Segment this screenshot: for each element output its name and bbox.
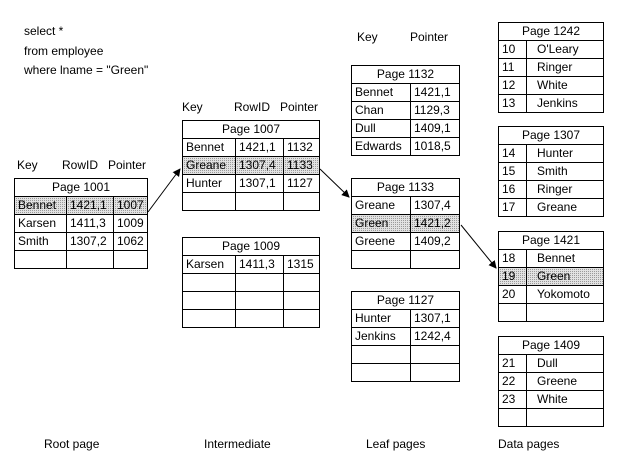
row-number: 20 <box>499 286 527 304</box>
pointer-cell: 1315 <box>284 256 320 274</box>
pointer-cell: 1242,4 <box>411 328 460 346</box>
name-cell: White <box>527 77 604 95</box>
leaf-key-header: Key <box>357 30 378 44</box>
pointer-cell: 1129,3 <box>411 102 460 120</box>
arrow-1133-to-1421 <box>461 225 496 268</box>
key-cell: Hunter <box>352 310 411 328</box>
name-cell: O'Leary <box>527 41 604 59</box>
key-cell: Smith <box>15 233 67 251</box>
arrow-root-to-1007 <box>148 169 180 212</box>
key-cell: Greene <box>352 233 411 251</box>
page-title: Page 1007 <box>183 121 320 139</box>
name-cell: Hunter <box>527 145 604 163</box>
pointer-cell: 1132 <box>284 139 320 157</box>
name-cell: Ringer <box>527 59 604 77</box>
row-number: 17 <box>499 199 527 217</box>
page-title: Page 1127 <box>352 292 460 310</box>
pointer-cell: 1007 <box>114 197 148 215</box>
page-title: Page 1132 <box>352 66 460 84</box>
caption-leaf: Leaf pages <box>366 437 426 451</box>
pointer-cell: 1421,1 <box>411 84 460 102</box>
page-title: Page 1307 <box>499 127 604 145</box>
pointer-cell: 1421,2 <box>411 215 460 233</box>
name-cell: Green <box>527 268 604 286</box>
pointer-cell: 1127 <box>284 175 320 193</box>
key-cell: Dull <box>352 120 411 138</box>
key-cell: Greane <box>183 157 236 175</box>
row-number: 16 <box>499 181 527 199</box>
key-cell: Edwards <box>352 138 411 156</box>
rowid-cell: 1307,4 <box>236 157 284 175</box>
row-number: 19 <box>499 268 527 286</box>
pointer-cell: 1409,1 <box>411 120 460 138</box>
pointer-cell: 1009 <box>114 215 148 233</box>
caption-intermediate: Intermediate <box>204 437 271 451</box>
caption-data: Data pages <box>498 437 560 451</box>
root-rowid-header: RowID <box>62 158 99 172</box>
name-cell: Greane <box>527 199 604 217</box>
key-cell: Bennet <box>183 139 236 157</box>
name-cell: Ringer <box>527 181 604 199</box>
row-number: 18 <box>499 250 527 268</box>
pointer-cell: 1062 <box>114 233 148 251</box>
row-number: 10 <box>499 41 527 59</box>
page-title: Page 1133 <box>352 179 460 197</box>
rowid-cell: 1421,1 <box>236 139 284 157</box>
sql-line: select * <box>24 24 64 38</box>
key-cell: Greane <box>352 197 411 215</box>
root-pointer-header: Pointer <box>108 158 147 172</box>
name-cell: Yokomoto <box>527 286 604 304</box>
key-cell: Jenkins <box>352 328 411 346</box>
key-cell: Chan <box>352 102 411 120</box>
row-number: 22 <box>499 373 527 391</box>
page-title: Page 1009 <box>183 238 320 256</box>
page-title: Page 1421 <box>499 232 604 250</box>
row-number: 12 <box>499 77 527 95</box>
root-key-header: Key <box>17 158 38 172</box>
row-number: 11 <box>499 59 527 77</box>
page-title: Page 1409 <box>499 337 604 355</box>
sql-line: from employee <box>24 43 104 58</box>
name-cell: Bennet <box>527 250 604 268</box>
row-number: 13 <box>499 95 527 113</box>
pointer-cell: 1409,2 <box>411 233 460 251</box>
rowid-cell: 1307,2 <box>67 233 114 251</box>
rowid-cell: 1411,3 <box>236 256 284 274</box>
page-title: Page 1001 <box>15 179 148 197</box>
name-cell: Jenkins <box>527 95 604 113</box>
name-cell: Smith <box>527 163 604 181</box>
pointer-cell: 1307,1 <box>411 310 460 328</box>
row-number: 14 <box>499 145 527 163</box>
arrow-1007-to-1133 <box>320 169 349 197</box>
row-number: 23 <box>499 391 527 409</box>
name-cell: Dull <box>527 355 604 373</box>
intermediate-rowid-header: RowID <box>234 100 271 114</box>
key-cell: Bennet <box>15 197 67 215</box>
intermediate-pointer-header: Pointer <box>280 100 319 114</box>
caption-root: Root page <box>44 437 100 451</box>
key-cell: Karsen <box>15 215 67 233</box>
leaf-pointer-header: Pointer <box>410 30 449 44</box>
key-cell: Karsen <box>183 256 236 274</box>
pointer-cell: 1133 <box>284 157 320 175</box>
rowid-cell: 1411,3 <box>67 215 114 233</box>
pointer-cell: 1018,5 <box>411 138 460 156</box>
row-number: 15 <box>499 163 527 181</box>
key-cell: Hunter <box>183 175 236 193</box>
page-title: Page 1242 <box>499 23 604 41</box>
pointer-cell: 1307,4 <box>411 197 460 215</box>
rowid-cell: 1421,1 <box>67 197 114 215</box>
intermediate-key-header: Key <box>182 100 203 114</box>
key-cell: Bennet <box>352 84 411 102</box>
sql-line: where lname = "Green" <box>24 63 149 77</box>
key-cell: Green <box>352 215 411 233</box>
row-number: 21 <box>499 355 527 373</box>
rowid-cell: 1307,1 <box>236 175 284 193</box>
name-cell: Greene <box>527 373 604 391</box>
name-cell: White <box>527 391 604 409</box>
